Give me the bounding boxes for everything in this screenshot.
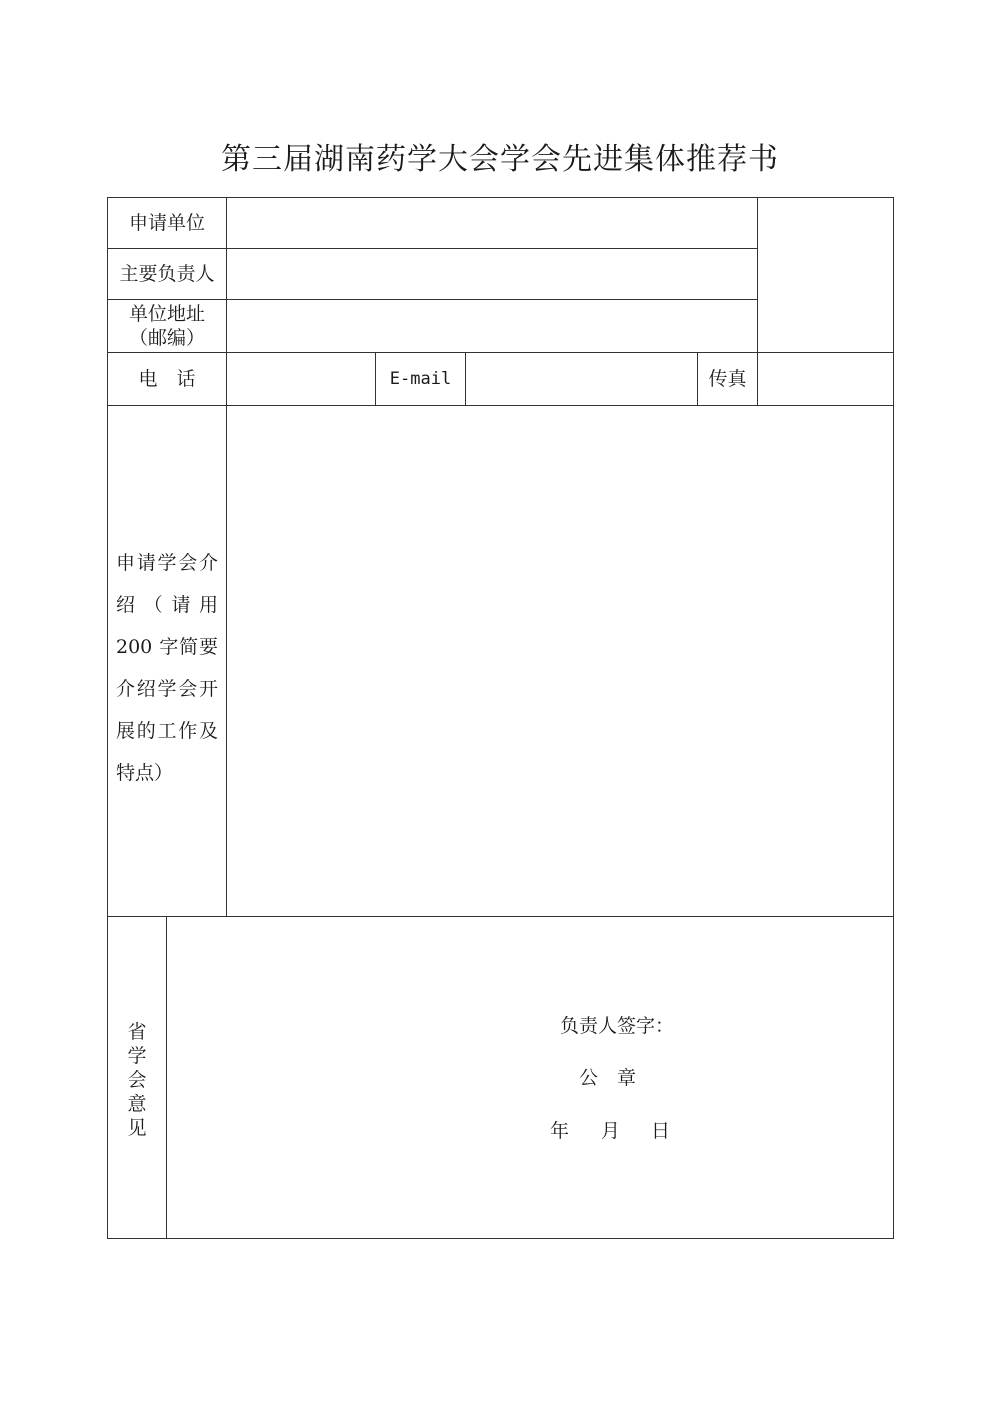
- opinion-label-char: 意: [127, 1093, 147, 1115]
- date-year: 年: [550, 1120, 570, 1142]
- email-field[interactable]: [466, 353, 697, 405]
- intro-label-line: 绍（请用: [116, 594, 218, 616]
- signature-label: 负责人签字：: [560, 1015, 675, 1037]
- phone-field[interactable]: [227, 353, 375, 405]
- intro-field[interactable]: [227, 406, 893, 916]
- seal-label: 公 章: [579, 1067, 637, 1089]
- opinion-field[interactable]: [167, 917, 893, 1238]
- intro-label: [116, 542, 218, 794]
- table-border-right: [893, 197, 894, 1239]
- address-label: [108, 300, 226, 352]
- intro-label-line: 展的工作及: [116, 720, 218, 742]
- opinion-label: [108, 1020, 166, 1140]
- intro-label-line: 200 字简要: [116, 636, 218, 658]
- intro-label-line: 介绍学会开: [116, 678, 218, 700]
- opinion-label-char: 会: [127, 1069, 147, 1091]
- address-field[interactable]: [227, 300, 757, 352]
- address-label-line1: 单位地址: [128, 303, 205, 325]
- photo-cell: [758, 198, 893, 352]
- opinion-label-char: 学: [127, 1045, 147, 1067]
- fax-field[interactable]: [758, 353, 893, 405]
- opinion-label-char: 见: [127, 1117, 147, 1139]
- intro-label-line: 申请学会介: [116, 552, 218, 574]
- principal-field[interactable]: [227, 249, 757, 299]
- date-month: 月: [601, 1120, 621, 1142]
- intro-label-line: 特点）: [116, 762, 174, 784]
- table-border-bottom: [107, 1238, 894, 1239]
- fax-label: 传真: [708, 368, 747, 390]
- phone-label: 电 话: [138, 368, 196, 390]
- opinion-label-char: 省: [127, 1021, 147, 1043]
- principal-label: 主要负责人: [119, 263, 215, 285]
- address-label-line2: （邮编）: [128, 327, 205, 349]
- email-label: E-mail: [389, 369, 452, 389]
- date-day: 日: [651, 1120, 671, 1142]
- applicant-unit-label: 申请单位: [128, 212, 205, 234]
- applicant-unit-field[interactable]: [227, 198, 757, 248]
- page-title: 第三届湖南药学大会学会先进集体推荐书: [221, 142, 779, 178]
